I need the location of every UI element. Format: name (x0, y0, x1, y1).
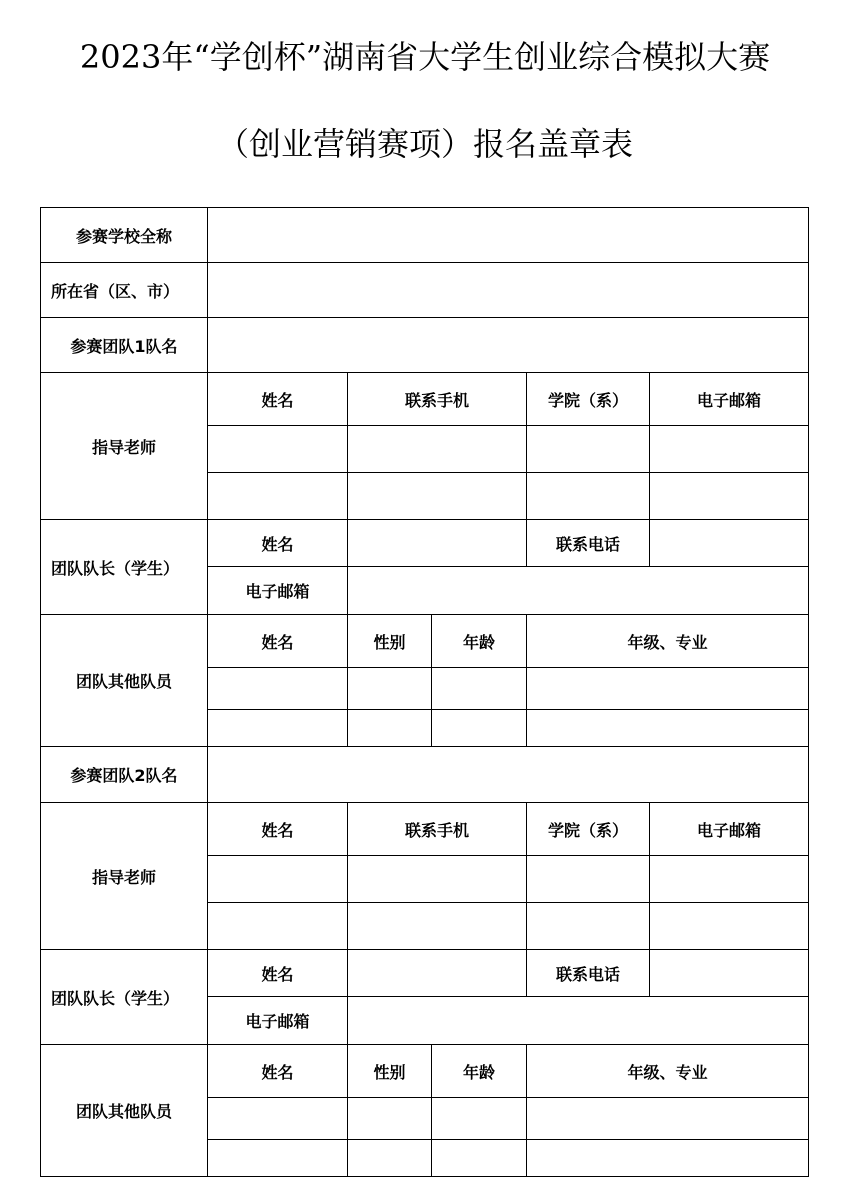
advisor-college-header: 学院（系） (527, 803, 650, 856)
member-gender-header: 性别 (348, 615, 432, 668)
row-team2-members-header (41, 1045, 809, 1098)
team2-leader-label: 团队队长（学生） (41, 950, 208, 1045)
row-team2-leader (41, 950, 809, 997)
team2-leader-phone-field[interactable] (650, 950, 809, 997)
page-title-line-2: （创业营销赛项）报名盖章表 (216, 125, 633, 163)
registration-form-table (40, 207, 809, 1177)
row-province (41, 263, 809, 318)
team2-name-field[interactable] (208, 747, 809, 803)
team1-member-1-grade-major[interactable] (527, 668, 809, 710)
leader-name-label: 姓名 (208, 520, 348, 567)
team1-members-label: 团队其他队员 (41, 615, 208, 747)
team2-leader-email-field[interactable] (348, 997, 809, 1045)
team1-advisor-1-name[interactable] (208, 426, 348, 473)
team2-leader-name-field[interactable] (348, 950, 527, 997)
team1-member-2-gender[interactable] (348, 710, 432, 747)
team1-leader-label: 团队队长（学生） (41, 520, 208, 615)
member-age-header: 年龄 (432, 1045, 527, 1098)
advisor-name-header: 姓名 (208, 373, 348, 426)
team2-member-1-name[interactable] (208, 1098, 348, 1140)
row-team1-leader (41, 520, 809, 567)
team2-advisor-1-name[interactable] (208, 856, 348, 903)
team2-advisor-2-phone[interactable] (348, 903, 527, 950)
team1-advisor-label: 指导老师 (41, 373, 208, 520)
leader-phone-label: 联系电话 (527, 520, 650, 567)
advisor-phone-header: 联系手机 (348, 373, 527, 426)
team2-member-1-gender[interactable] (348, 1098, 432, 1140)
member-gender-header: 性别 (348, 1045, 432, 1098)
team2-advisor-2-email[interactable] (650, 903, 809, 950)
school-name-label: 参赛学校全称 (41, 208, 208, 263)
team1-advisor-2-email[interactable] (650, 473, 809, 520)
team1-member-1-gender[interactable] (348, 668, 432, 710)
leader-email-label: 电子邮箱 (208, 567, 348, 615)
member-grade-major-header: 年级、专业 (527, 1045, 809, 1098)
team2-advisor-1-email[interactable] (650, 856, 809, 903)
team1-advisor-1-college[interactable] (527, 426, 650, 473)
advisor-phone-header: 联系手机 (348, 803, 527, 856)
team1-advisor-2-phone[interactable] (348, 473, 527, 520)
team1-advisor-1-email[interactable] (650, 426, 809, 473)
team1-member-2-age[interactable] (432, 710, 527, 747)
province-label: 所在省（区、市） (41, 263, 208, 318)
row-team2-advisor-header (41, 803, 809, 856)
team2-advisor-2-college[interactable] (527, 903, 650, 950)
school-name-field[interactable] (208, 208, 809, 263)
team2-member-1-grade-major[interactable] (527, 1098, 809, 1140)
team2-advisor-label: 指导老师 (41, 803, 208, 950)
team1-leader-phone-field[interactable] (650, 520, 809, 567)
team2-member-1-age[interactable] (432, 1098, 527, 1140)
member-name-header: 姓名 (208, 615, 348, 668)
row-team2-name (41, 747, 809, 803)
team2-members-label: 团队其他队员 (41, 1045, 208, 1177)
row-school-name (41, 208, 809, 263)
member-name-header: 姓名 (208, 1045, 348, 1098)
leader-phone-label: 联系电话 (527, 950, 650, 997)
member-grade-major-header: 年级、专业 (527, 615, 809, 668)
row-team1-advisor-header (41, 373, 809, 426)
team2-member-2-name[interactable] (208, 1140, 348, 1177)
team1-advisor-2-college[interactable] (527, 473, 650, 520)
team2-member-2-age[interactable] (432, 1140, 527, 1177)
team1-member-1-age[interactable] (432, 668, 527, 710)
team2-member-2-gender[interactable] (348, 1140, 432, 1177)
team1-advisor-2-name[interactable] (208, 473, 348, 520)
advisor-college-header: 学院（系） (527, 373, 650, 426)
team2-advisor-1-phone[interactable] (348, 856, 527, 903)
team2-advisor-2-name[interactable] (208, 903, 348, 950)
team1-name-label: 参赛团队1队名 (41, 318, 208, 373)
leader-email-label: 电子邮箱 (208, 997, 348, 1045)
team1-leader-name-field[interactable] (348, 520, 527, 567)
team2-advisor-1-college[interactable] (527, 856, 650, 903)
team1-leader-email-field[interactable] (348, 567, 809, 615)
team2-name-label: 参赛团队2队名 (41, 747, 208, 803)
leader-name-label: 姓名 (208, 950, 348, 997)
row-team1-members-header (41, 615, 809, 668)
team1-name-field[interactable] (208, 318, 809, 373)
page-title-line-1: 2023年“学创杯”湖南省大学生创业综合模拟大赛 (79, 38, 771, 76)
advisor-name-header: 姓名 (208, 803, 348, 856)
member-age-header: 年龄 (432, 615, 527, 668)
advisor-email-header: 电子邮箱 (650, 803, 809, 856)
row-team1-name (41, 318, 809, 373)
advisor-email-header: 电子邮箱 (650, 373, 809, 426)
team1-member-2-grade-major[interactable] (527, 710, 809, 747)
team1-member-1-name[interactable] (208, 668, 348, 710)
team2-member-2-grade-major[interactable] (527, 1140, 809, 1177)
team1-advisor-1-phone[interactable] (348, 426, 527, 473)
team1-member-2-name[interactable] (208, 710, 348, 747)
province-field[interactable] (208, 263, 809, 318)
